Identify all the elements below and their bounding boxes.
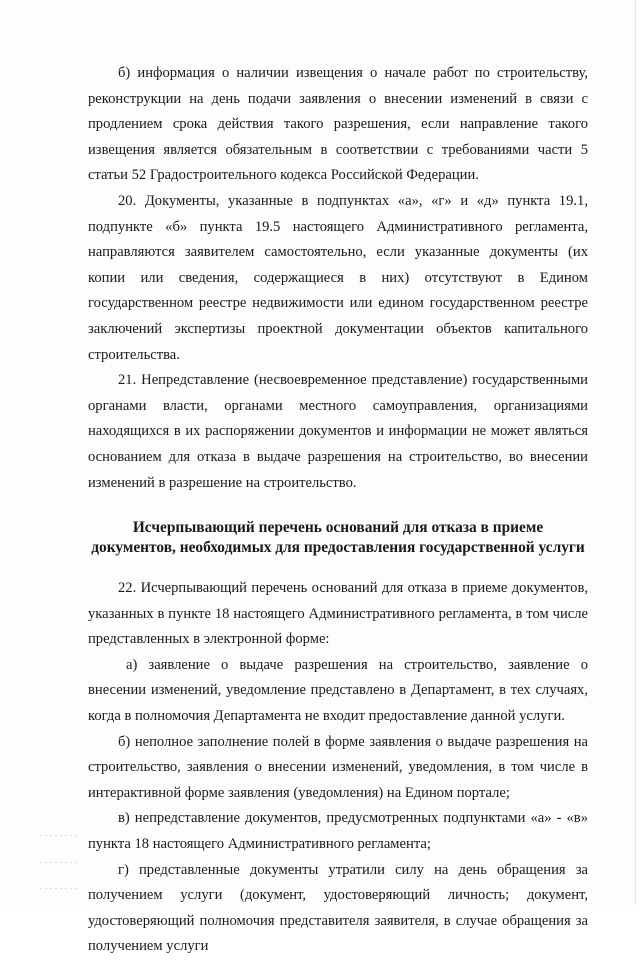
section-heading <box>88 518 588 558</box>
paragraph-22-v: в) непредставление документов, предусмотренных подпунктами «а» - «в» пункта 18 настоящего Административного регламента; <box>88 810 588 853</box>
paragraph-22-b: б) неполное заполнение полей в форме заявления о выдаче разрешения на строительство, заявления о внесении изменений, уведомления, в том числе в интерактивной форме заявления (уведомления) на Едином портале; <box>88 733 588 801</box>
paragraph-22-g: г) представленные документы утратили силу на день обращения за получением услуги (документ, удостоверяющий личность; документ, удостоверяющий полномочия представителя заявителя, в случае обращения за получением услуги <box>88 861 588 955</box>
scan-speck <box>40 888 80 889</box>
paragraph-19-5-b: б) информация о наличии извещения о начале работ по строительству, реконструкции на день подачи заявления о внесении изменений в связи с продлением срока действия такого разрешения, если направление такого извещения является обязательным в соответствии с требованиями части 5 статьи 52 Градостроительного кодекса Российской Федерации. <box>88 65 588 184</box>
scan-speck <box>40 835 80 836</box>
page-edge <box>635 0 636 905</box>
paragraph-22: 22. Исчерпывающий перечень оснований для отказа в приеме документов, указанных в пункте 18 настоящего Административного регламента, в том числе представленных в электронной форме: <box>88 580 588 648</box>
section-heading-line-2: документов, необходимых для предоставления государственной услуги <box>91 539 585 557</box>
document-body <box>88 61 588 960</box>
paragraph-22-a: а) заявление о выдаче разрешения на строительство, заявление о внесении изменений, уведомление представлено в Департамент, в тех случаях, когда в полномочия Департамента не входит предоставление данной услуги. <box>88 656 588 725</box>
paragraph-21: 21. Непредставление (несвоевременное представление) государственными органами власти, органами местного самоуправления, организациями находящихся в их распоряжении документов и информации не может являться основанием для отказа в выдаче разрешения на строительство, во внесении изменений в разрешение на строительство. <box>88 372 588 491</box>
paragraph-20: 20. Документы, указанные в подпунктах «а», «г» и «д» пункта 19.1, подпункте «б» пункта 19.5 настоящего Административного регламента, направляются заявителем самостоятельно, если указанные документы (их копии или сведения, содержащиеся в них) отсутствуют в Едином государственном реестре недвижимости или едином государственном реестре заключений экспертизы проектной документации объектов капитального строительства. <box>88 192 588 363</box>
scan-speck <box>40 862 80 863</box>
section-heading-line-1: Исчерпывающий перечень оснований для отказа в приеме <box>132 519 544 537</box>
